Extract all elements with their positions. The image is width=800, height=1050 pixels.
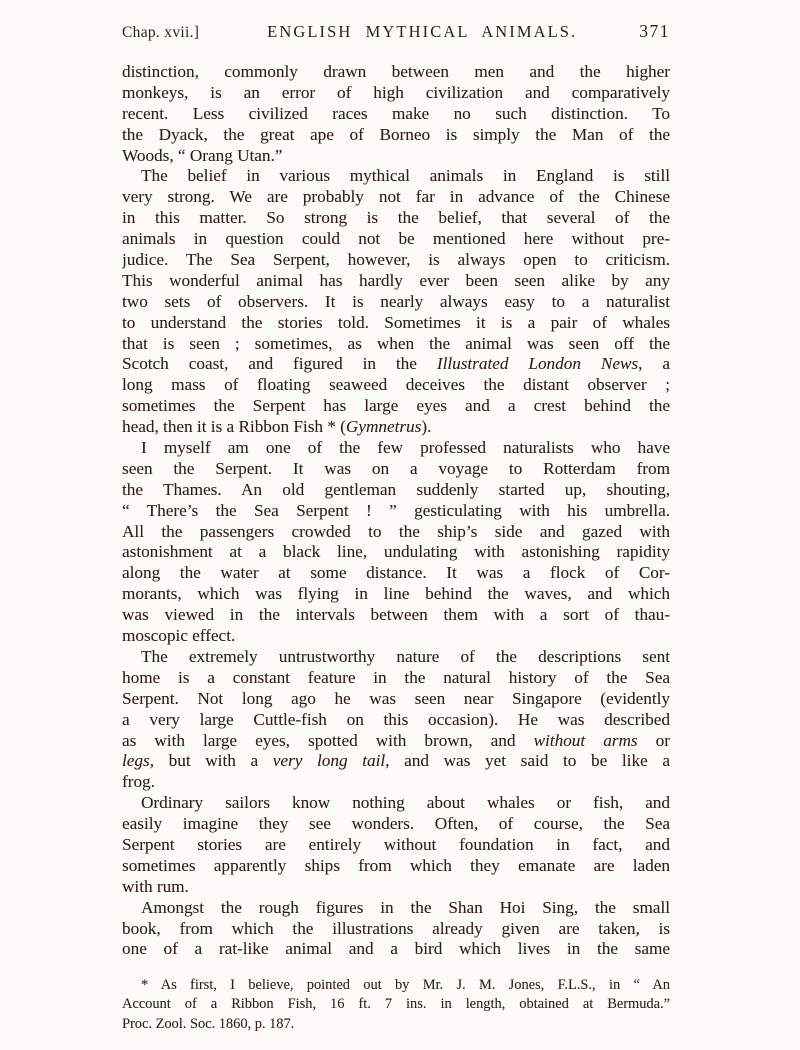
- text-line: Scotch coast, and figured in the Illustrated London News, a: [122, 354, 670, 374]
- text-line: Ordinary sailors know nothing about whales or fish, and: [141, 793, 670, 813]
- text-line: animals in question could not be mentioned here without pre-: [122, 229, 670, 249]
- footnote: [122, 976, 670, 1034]
- text-line: astonishment at a black line, undulating with astonishing rapidity: [122, 542, 670, 562]
- text-line: the Dyack, the great ape of Borneo is simply the Man of the: [122, 124, 670, 144]
- text-line: along the water at some distance. It was a flock of Cor-: [122, 563, 670, 583]
- text-line: Amongst the rough figures in the Shan Hoi Sing, the small: [141, 897, 670, 917]
- text-line: monkeys, is an error of high civilization and comparatively: [122, 82, 670, 102]
- paragraph: [122, 647, 670, 793]
- paragraph: [122, 62, 670, 166]
- text-line: * As first, I believe, pointed out by Mr. J. M. Jones, F.L.S., in “ An: [141, 977, 670, 993]
- text-line: book, from which the illustrations already given are taken, is: [122, 918, 670, 938]
- text-line: one of a rat-like animal and a bird which lives in the same: [122, 939, 670, 959]
- text-line: to understand the stories told. Sometimes it is a pair of whales: [122, 312, 670, 332]
- text-line: easily imagine they see wonders. Often, of course, the Sea: [122, 814, 670, 834]
- text-line: as with large eyes, spotted with brown, and without arms or: [122, 730, 670, 750]
- text-line: The extremely untrustworthy nature of the descriptions sent: [141, 646, 670, 666]
- text-line: morants, which was flying in line behind the waves, and which: [122, 584, 670, 604]
- text-line: sometimes apparently ships from which they emanate are laden: [122, 855, 670, 875]
- chapter-label: Chap. xvii.]: [122, 24, 200, 41]
- text-line: legs, but with a very long tail, and was yet said to be like a: [122, 751, 670, 771]
- paragraph: [122, 793, 670, 897]
- text-line: distinction, commonly drawn between men and the higher: [122, 62, 670, 81]
- text-line: judice. The Sea Serpent, however, is always open to criticism.: [122, 250, 670, 270]
- text-line: a very large Cuttle-fish on this occasion). He was described: [122, 709, 670, 729]
- text-line: moscopic effect.: [122, 626, 236, 646]
- text-line: All the passengers crowded to the ship’s side and gazed with: [122, 521, 670, 541]
- text-line: Woods, “ Orang Utan.”: [122, 145, 283, 165]
- text-line: that is seen ; sometimes, as when the animal was seen off the: [122, 333, 670, 353]
- text-line: two sets of observers. It is nearly always easy to a naturalist: [122, 291, 670, 311]
- text-line: This wonderful animal has hardly ever been seen alike by any: [122, 270, 670, 290]
- text-line: head, then it is a Ribbon Fish * (Gymnetrus).: [122, 417, 432, 437]
- paragraph: [122, 166, 670, 438]
- text-line: Serpent stories are entirely without foundation in fact, and: [122, 834, 670, 854]
- paragraph: [122, 438, 670, 647]
- text-line: frog.: [122, 772, 155, 792]
- text-line: Serpent. Not long ago he was seen near Singapore (evidently: [122, 688, 670, 708]
- text-line: “ There’s the Sea Serpent ! ” gesticulating with his umbrella.: [122, 500, 670, 520]
- page-number: 371: [639, 21, 670, 41]
- footnote-paragraph: [122, 976, 670, 1034]
- text-line: very strong. We are probably not far in advance of the Chinese: [122, 187, 670, 207]
- text-line: with rum.: [122, 876, 189, 896]
- text-line: the Thames. An old gentleman suddenly started up, shouting,: [122, 479, 670, 499]
- text-line: seen the Serpent. It was on a voyage to Rotterdam from: [122, 458, 670, 478]
- text-line: The belief in various mythical animals in England is still: [141, 166, 670, 186]
- running-title: ENGLISH MYTHICAL ANIMALS.: [267, 22, 578, 41]
- text-line: home is a constant feature in the natural history of the Sea: [122, 667, 670, 687]
- text-line: I myself am one of the few professed naturalists who have: [141, 438, 670, 458]
- body-text: [122, 62, 670, 960]
- paragraph: [122, 898, 670, 961]
- text-line: sometimes the Serpent has large eyes and a crest behind the: [122, 396, 670, 416]
- text-line: Proc. Zool. Soc. 1860, p. 187.: [122, 1015, 295, 1032]
- text-line: Account of a Ribbon Fish, 16 ft. 7 ins. in length, obtained at Bermuda.”: [122, 996, 670, 1013]
- text-line: was viewed in the intervals between them with a sort of thau-: [122, 605, 670, 625]
- text-line: in this matter. So strong is the belief, that several of the: [122, 208, 670, 228]
- text-line: long mass of floating seaweed deceives the distant observer ;: [122, 375, 670, 395]
- text-line: recent. Less civilized races make no such distinction. To: [122, 103, 670, 123]
- page-header: [122, 21, 670, 45]
